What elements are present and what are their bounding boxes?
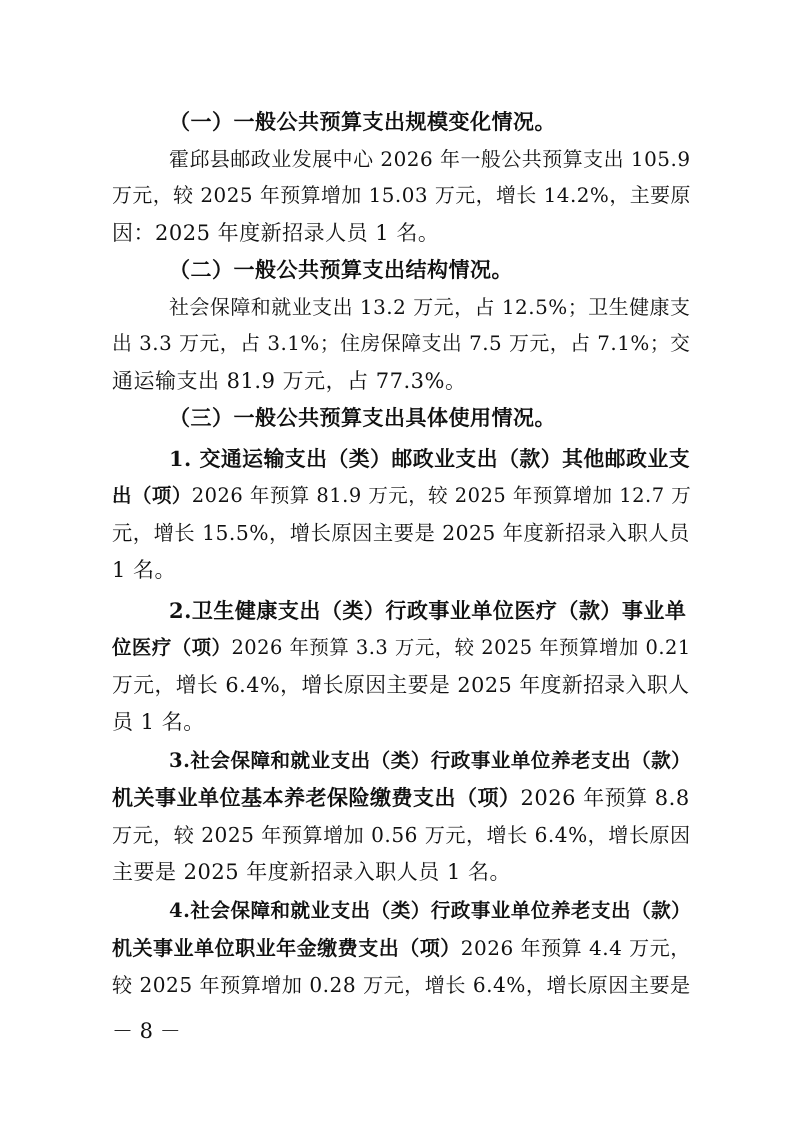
item1-line1: 1. 交通运输支出（类）邮政业支出（款）其他邮政业支 [169,446,691,471]
item2-line2 [112,634,691,662]
item4-line2 [112,934,691,962]
section2-para-line2: 出 3.3 万元，占 3.1%；住房保障支出 7.5 万元，占 7.1%；交 [112,332,691,355]
section3-heading: （三）一般公共预算支出具体使用情况。 [169,405,556,430]
item2-line1: 2.卫生健康支出（类）行政事业单位医疗（款）事业单 [169,598,687,623]
item3-line2-bold: 机关事业单位基本养老保险缴费支出（项） [112,785,521,810]
item2-line3: 万元，增长 6.4%，增长原因主要是 2025 年度新招录入职人 [112,673,690,697]
item1-line2-rest: 2026 年预算 81.9 万元，较 2025 年预算增加 12.7 万 [191,484,692,507]
item3-line2-rest: 2026 年预算 8.8 [520,786,690,810]
item3-line1: 3.社会保障和就业支出（类）行政事业单位养老支出（款） [169,749,692,772]
section2-para-line1: 社会保障和就业支出 13.2 万元，占 12.5%；卫生健康支 [169,295,691,319]
section1-para-line3: 因：2025 年度新招录人员 1 名。 [112,221,440,245]
item1-line2-bold: 出（项） [112,484,192,507]
item3-line3: 万元，较 2025 年预算增加 0.56 万元，增长 6.4%，增长原因 [112,823,691,847]
item3-line2 [112,784,690,812]
section1-heading: （一）一般公共预算支出规模变化情况。 [169,109,556,134]
item2-line4: 员 1 名。 [112,710,205,734]
item3-line4: 主要是 2025 年度新招录入职人员 1 名。 [112,860,512,884]
item4-line2-rest: 2026 年预算 4.4 万元， [460,936,691,960]
section1-para-line2: 万元，较 2025 年预算增加 15.03 万元，增长 14.2%，主要原 [112,184,691,207]
item1-line3: 元，增长 15.5%，增长原因主要是 2025 年度新招录入职人员 [112,521,690,545]
section2-para-line3: 通运输支出 81.9 万元，占 77.3%。 [112,369,467,393]
section2-heading: （二）一般公共预算支出结构情况。 [169,257,513,282]
item1-line4: 1 名。 [112,558,177,582]
item4-line2-bold: 机关事业单位职业年金缴费支出（项） [112,936,461,960]
page-number: － 8 － [112,1019,181,1043]
item2-line2-bold: 位医疗（项） [112,636,232,659]
item4-line3: 较 2025 年预算增加 0.28 万元，增长 6.4%，增长原因主要是 [112,973,691,997]
item2-line2-rest: 2026 年预算 3.3 万元，较 2025 年预算增加 0.21 [231,636,691,659]
item4-line1: 4.社会保障和就业支出（类）行政事业单位养老支出（款） [169,899,692,922]
item1-line2 [112,482,691,510]
section1-para-line1: 霍邱县邮政业发展中心 2026 年一般公共预算支出 105.9 [169,147,691,171]
